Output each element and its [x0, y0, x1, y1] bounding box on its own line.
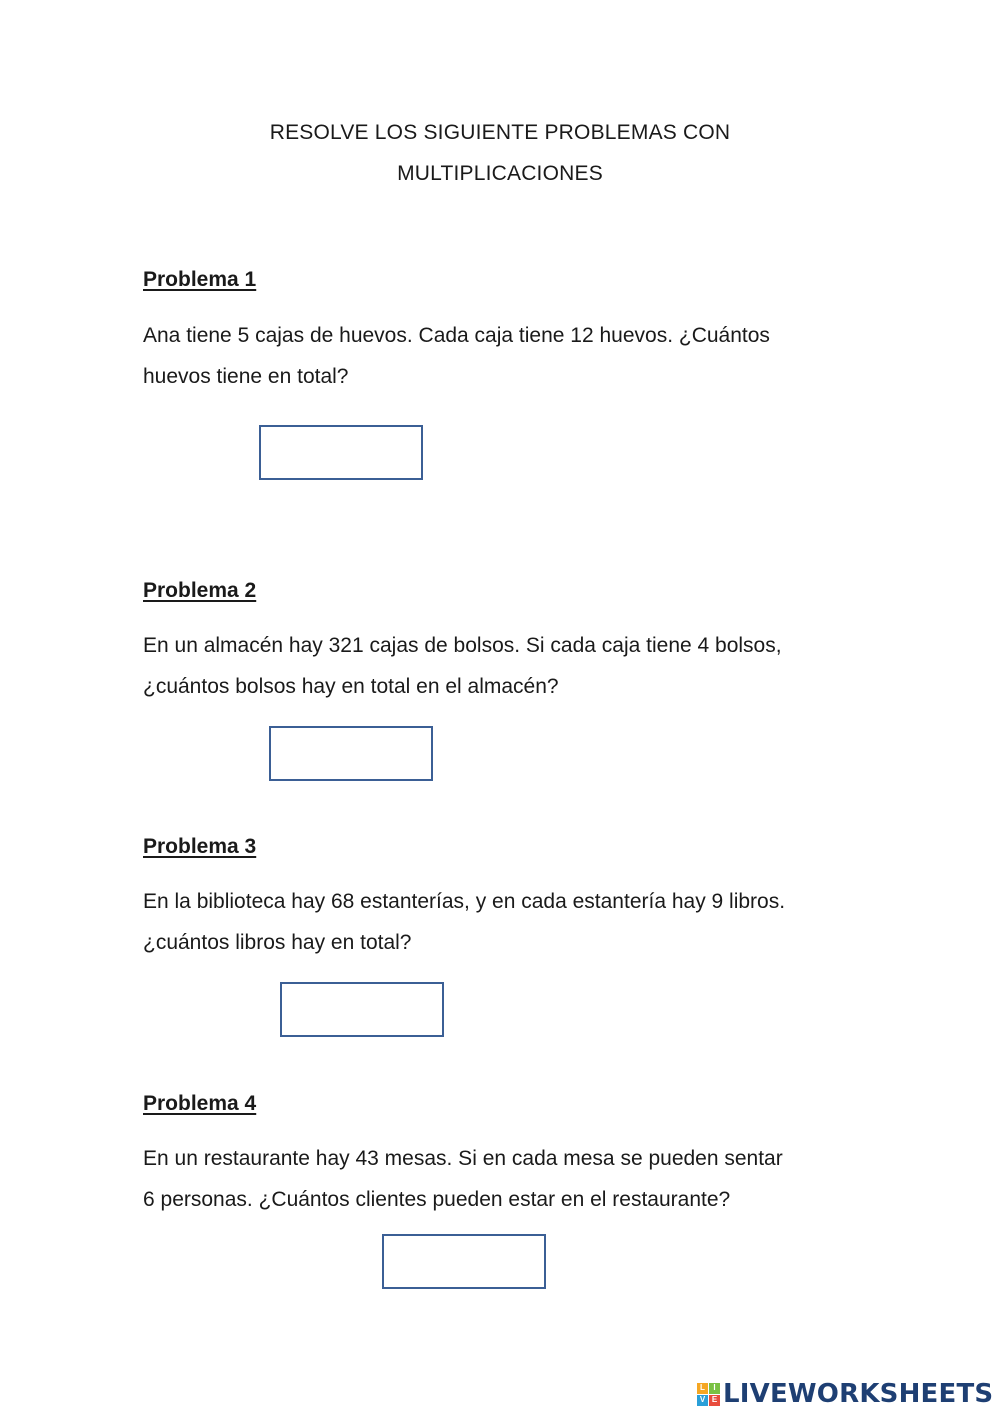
problem-3-line-1: En la biblioteca hay 68 estanterías, y en cada estantería hay 9 libros. — [143, 890, 786, 913]
liveworksheets-logo-icon — [697, 1383, 720, 1406]
problem-2-text — [143, 625, 858, 707]
problem-1-line-1: Ana tiene 5 cajas de huevos. Cada caja tiene 12 huevos. ¿Cuántos — [143, 324, 770, 347]
problem-1-heading: Problema 1 — [143, 268, 257, 291]
problem-4-line-1: En un restaurante hay 43 mesas. Si en cada mesa se pueden sentar — [143, 1147, 783, 1170]
title-line-2: MULTIPLICACIONES — [397, 162, 603, 185]
problem-2-answer-input[interactable] — [269, 726, 433, 781]
logo-mark-letter-v: V — [697, 1395, 708, 1406]
problem-3-line-2: ¿cuántos libros hay en total? — [143, 931, 412, 954]
problem-3-heading: Problema 3 — [143, 835, 257, 858]
logo-mark-letter-l: L — [697, 1383, 708, 1394]
problem-1-text — [143, 315, 858, 397]
logo-text: LIVEWORKSHEETS — [723, 1379, 994, 1409]
worksheet-title — [0, 112, 1000, 194]
problem-3-answer-input[interactable] — [280, 982, 444, 1037]
problem-1-answer-input[interactable] — [259, 425, 423, 480]
problem-4-answer-input[interactable] — [382, 1234, 546, 1289]
problem-2-heading: Problema 2 — [143, 579, 257, 602]
problem-1-line-2: huevos tiene en total? — [143, 365, 349, 388]
problem-4-text — [143, 1138, 858, 1220]
logo-mark-letter-i: I — [709, 1383, 720, 1394]
problem-2-line-2: ¿cuántos bolsos hay en total en el almacén? — [143, 675, 559, 698]
logo-mark-letter-e: E — [709, 1395, 720, 1406]
problem-2-line-1: En un almacén hay 321 cajas de bolsos. Si cada caja tiene 4 bolsos, — [143, 634, 782, 657]
liveworksheets-logo[interactable] — [697, 1376, 993, 1412]
problem-4-line-2: 6 personas. ¿Cuántos clientes pueden estar en el restaurante? — [143, 1188, 731, 1211]
title-line-1: RESOLVE LOS SIGUIENTE PROBLEMAS CON — [269, 121, 731, 144]
problem-3-text — [143, 881, 858, 963]
problem-4-heading: Problema 4 — [143, 1092, 257, 1115]
